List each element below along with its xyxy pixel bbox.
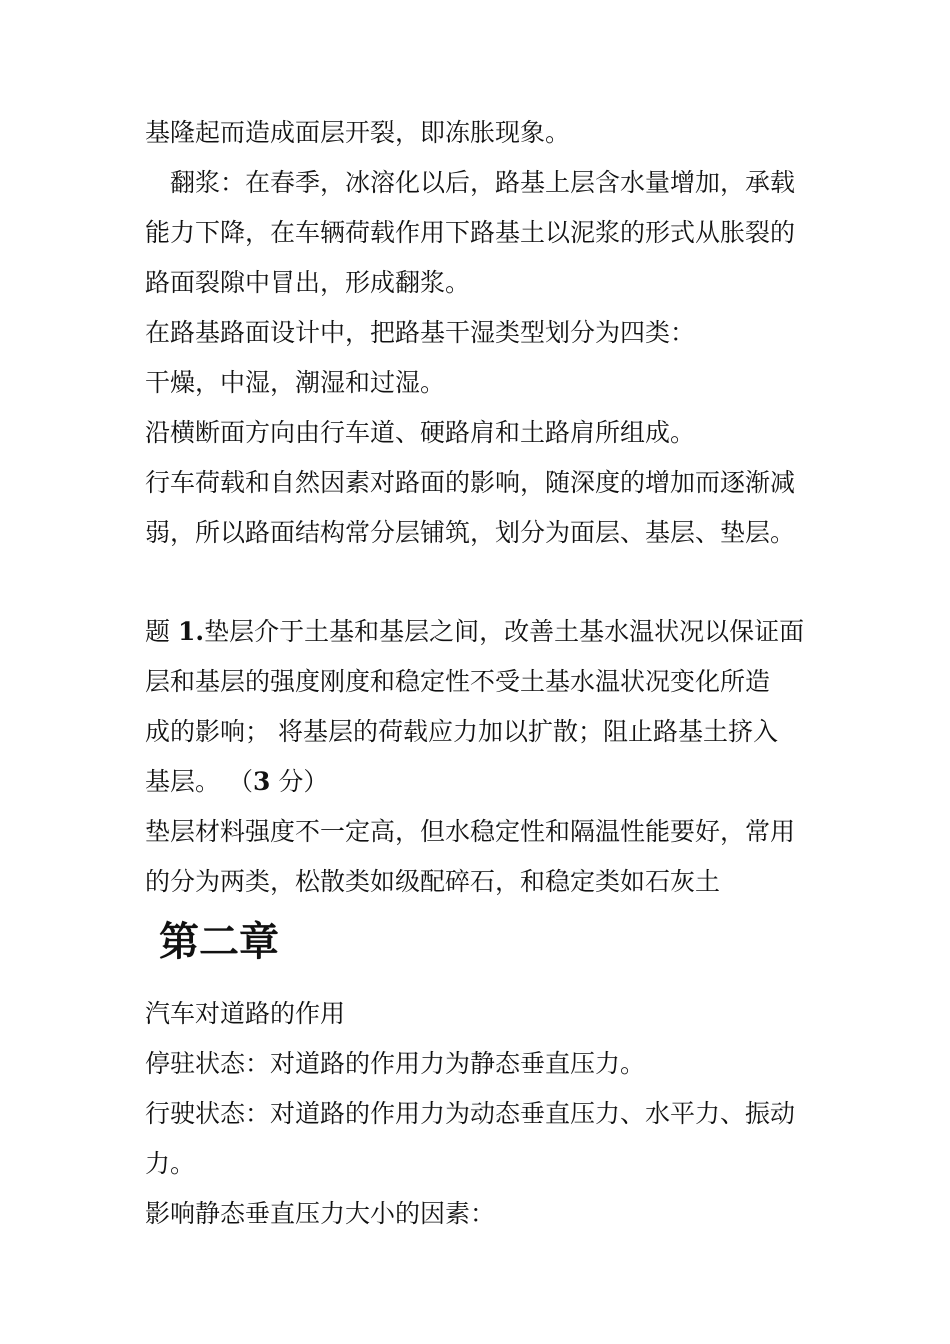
- text-line: 力。: [145, 1149, 196, 1178]
- text-line: 垫层材料强度不一定高，但水稳定性和隔温性能要好，常用: [145, 817, 796, 846]
- text-line: 汽车对道路的作用: [145, 999, 346, 1028]
- question-number: 1.: [177, 617, 205, 646]
- text-line: 干燥，中湿，潮湿和过湿。: [145, 368, 446, 397]
- text-line: 弱，所以路面结构常分层铺筑，划分为面层、基层、垫层。: [145, 518, 796, 547]
- text-line: 翻浆：在春季，冰溶化以后，路基上层含水量增加，承载: [170, 168, 796, 197]
- text-line: 能力下降，在车辆荷载作用下路基土以泥浆的形式从胀裂的: [145, 218, 796, 247]
- paragraph-gap: [145, 558, 815, 607]
- document-page: [145, 108, 815, 1239]
- question-score: 3: [252, 767, 271, 796]
- chapter-heading: 第二章: [159, 919, 279, 965]
- question-text: 基层。 （: [145, 767, 253, 796]
- question-score-suffix: 分）: [278, 767, 329, 796]
- text-line: 行车荷载和自然因素对路面的影响，随深度的增加而逐渐减: [145, 468, 796, 497]
- text-line: 路面裂隙中冒出，形成翻浆。: [145, 268, 471, 297]
- question-prefix: 题: [145, 617, 171, 646]
- question-line: [145, 607, 815, 657]
- question-score-line: [145, 757, 815, 807]
- text-line: 沿横断面方向由行车道、硬路肩和土路肩所组成。: [145, 418, 696, 447]
- text-line: 成的影响； 将基层的荷载应力加以扩散；阻止路基土挤入: [145, 717, 778, 746]
- question-text: 垫层介于土基和基层之间，改善土基水温状况以保证面: [204, 617, 805, 646]
- text-line: 影响静态垂直压力大小的因素：: [145, 1199, 496, 1228]
- text-line: 停驻状态：对道路的作用力为静态垂直压力。: [145, 1049, 646, 1078]
- text-line: 层和基层的强度刚度和稳定性不受土基水温状况变化所造: [145, 667, 771, 696]
- text-line: 在路基路面设计中，把路基干湿类型划分为四类：: [145, 318, 696, 347]
- text-line: 行驶状态：对道路的作用力为动态垂直压力、水平力、振动: [145, 1099, 796, 1128]
- text-line: 的分为两类，松散类如级配碎石，和稳定类如石灰土: [145, 867, 721, 896]
- text-line: 基隆起而造成面层开裂，即冻胀现象。: [145, 118, 571, 147]
